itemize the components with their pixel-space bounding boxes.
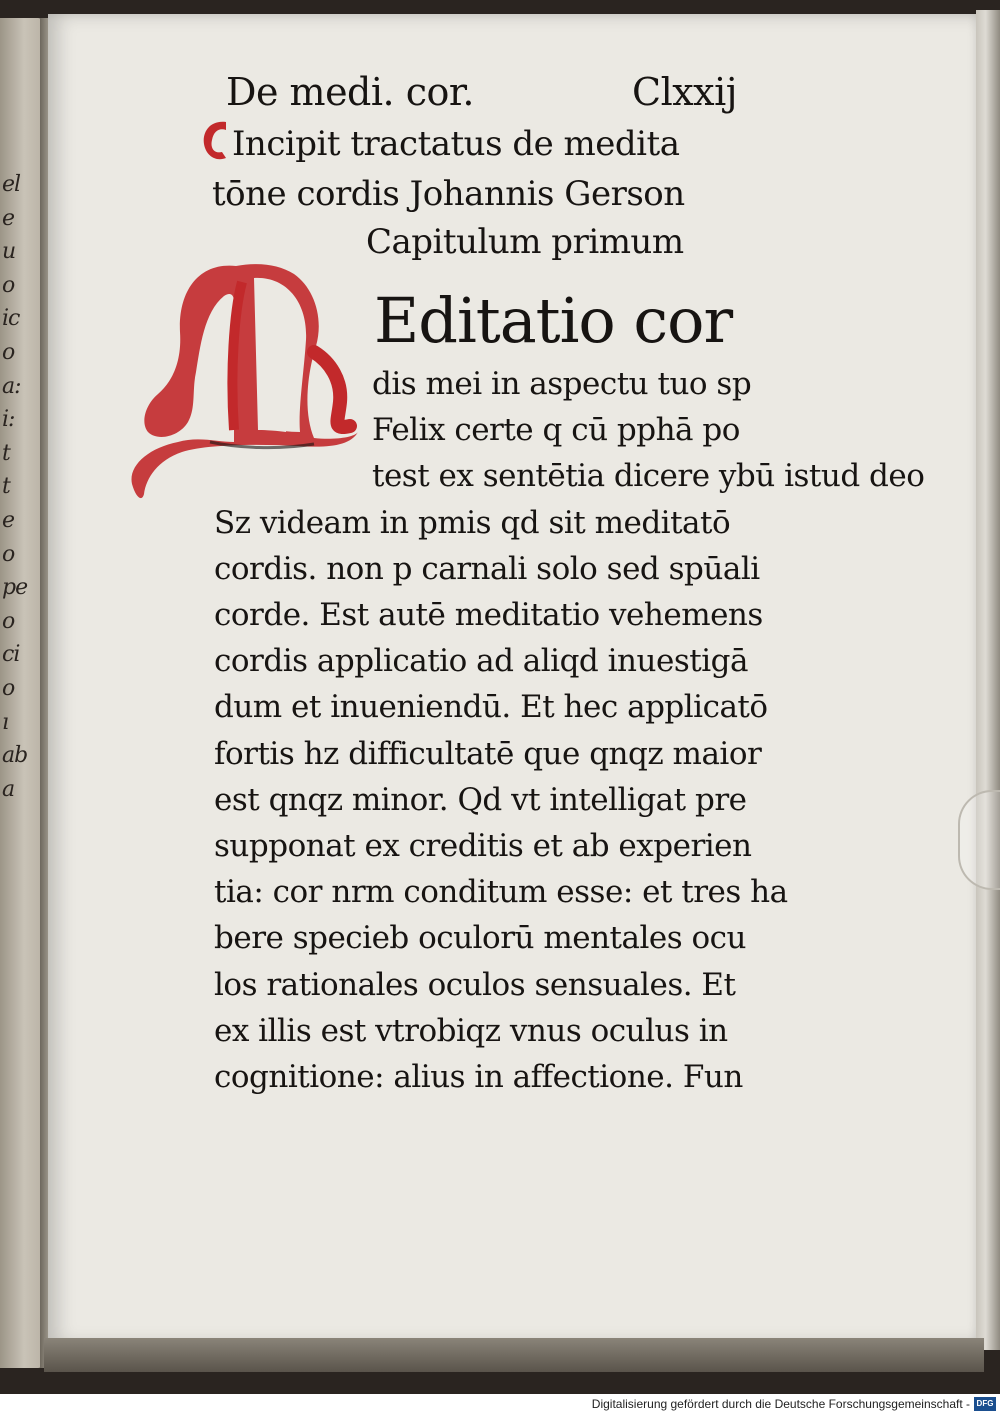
- facing-page-fragment: el: [2, 172, 21, 197]
- body-line: los rationales oculos sensuales. Et: [214, 966, 736, 1003]
- facing-page-fragment: a: [2, 776, 15, 802]
- incipit-line-3: Capitulum primum: [366, 222, 684, 262]
- facing-page-fragment: t: [2, 474, 10, 500]
- rubric-paragraph-mark: [200, 118, 230, 164]
- body-line: ex illis est vtrobiqz vnus oculus in: [214, 1012, 728, 1049]
- body-line: cordis. non p carnali solo sed spūali: [214, 550, 760, 587]
- opening-word: Editatio cor: [374, 284, 733, 357]
- facing-page-fragment: e: [2, 507, 15, 533]
- facing-page-fragment: o: [2, 339, 15, 365]
- funding-credit: Digitalisierung gefördert durch die Deutsche Forschungsgemeinschaft -: [591, 1397, 970, 1411]
- footer-bar: [0, 1394, 1000, 1416]
- page-bottom-edge: [44, 1338, 984, 1372]
- body-line: dis mei in aspectu tuo sp: [372, 366, 752, 402]
- running-title: De medi. cor.: [226, 70, 474, 114]
- facing-page-fragment: e: [2, 205, 15, 231]
- facing-page-fragment: o: [2, 272, 15, 298]
- facing-page-fragment: i:: [2, 407, 15, 433]
- facing-page-fragment: o: [2, 608, 15, 634]
- facing-page-fragment: a:: [2, 373, 21, 399]
- facing-page-fragment: ı: [2, 709, 9, 735]
- decorated-initial-m: [118, 252, 372, 512]
- facing-page-fragment: ab: [2, 743, 28, 769]
- body-line: Sz videam in pmis qd sit meditatō: [214, 504, 731, 541]
- body-line: test ex sentētia dicere ybū istud deo: [372, 458, 925, 495]
- facing-page-fragment: o: [2, 541, 15, 567]
- facing-page-text: [2, 168, 42, 806]
- incipit-line-1: Incipit tractatus de medita: [232, 124, 680, 164]
- body-line: Felix certe q cū pphā po: [372, 412, 740, 449]
- folio-number: Clxxij: [632, 70, 738, 114]
- body-line: corde. Est autē meditatio vehemens: [214, 597, 763, 633]
- book-clasp: [958, 790, 1000, 890]
- page-fore-edge: [976, 10, 1000, 1350]
- body-line: bere specieb oculorū mentales ocu: [214, 920, 746, 957]
- body-line: dum et inueniendū. Et hec applicatō: [214, 689, 768, 726]
- facing-page-fragment: o: [2, 675, 15, 701]
- facing-page-edge: [0, 18, 44, 1368]
- body-line: supponat ex creditis et ab experien: [214, 828, 752, 864]
- body-line: tia: cor nrm conditum esse: et tres ha: [214, 874, 788, 911]
- body-line: cognitione: alius in affectione. Fun: [214, 1059, 743, 1095]
- incipit-line-2: tōne cordis Johannis Gerson: [212, 174, 685, 214]
- body-line: cordis applicatio ad aliqd inuestigā: [214, 643, 748, 680]
- facing-page-fragment: pe: [2, 575, 28, 601]
- facing-page-fragment: u: [2, 239, 16, 265]
- body-line: est qnqz minor. Qd vt intelligat pre: [214, 781, 747, 818]
- facing-page-fragment: ci: [2, 642, 20, 668]
- dfg-logo: DFG: [974, 1397, 996, 1411]
- facing-page-fragment: t: [2, 440, 10, 466]
- body-line: fortis hz difficultatē que qnqz maior: [214, 735, 762, 772]
- facing-page-fragment: ic: [2, 306, 20, 332]
